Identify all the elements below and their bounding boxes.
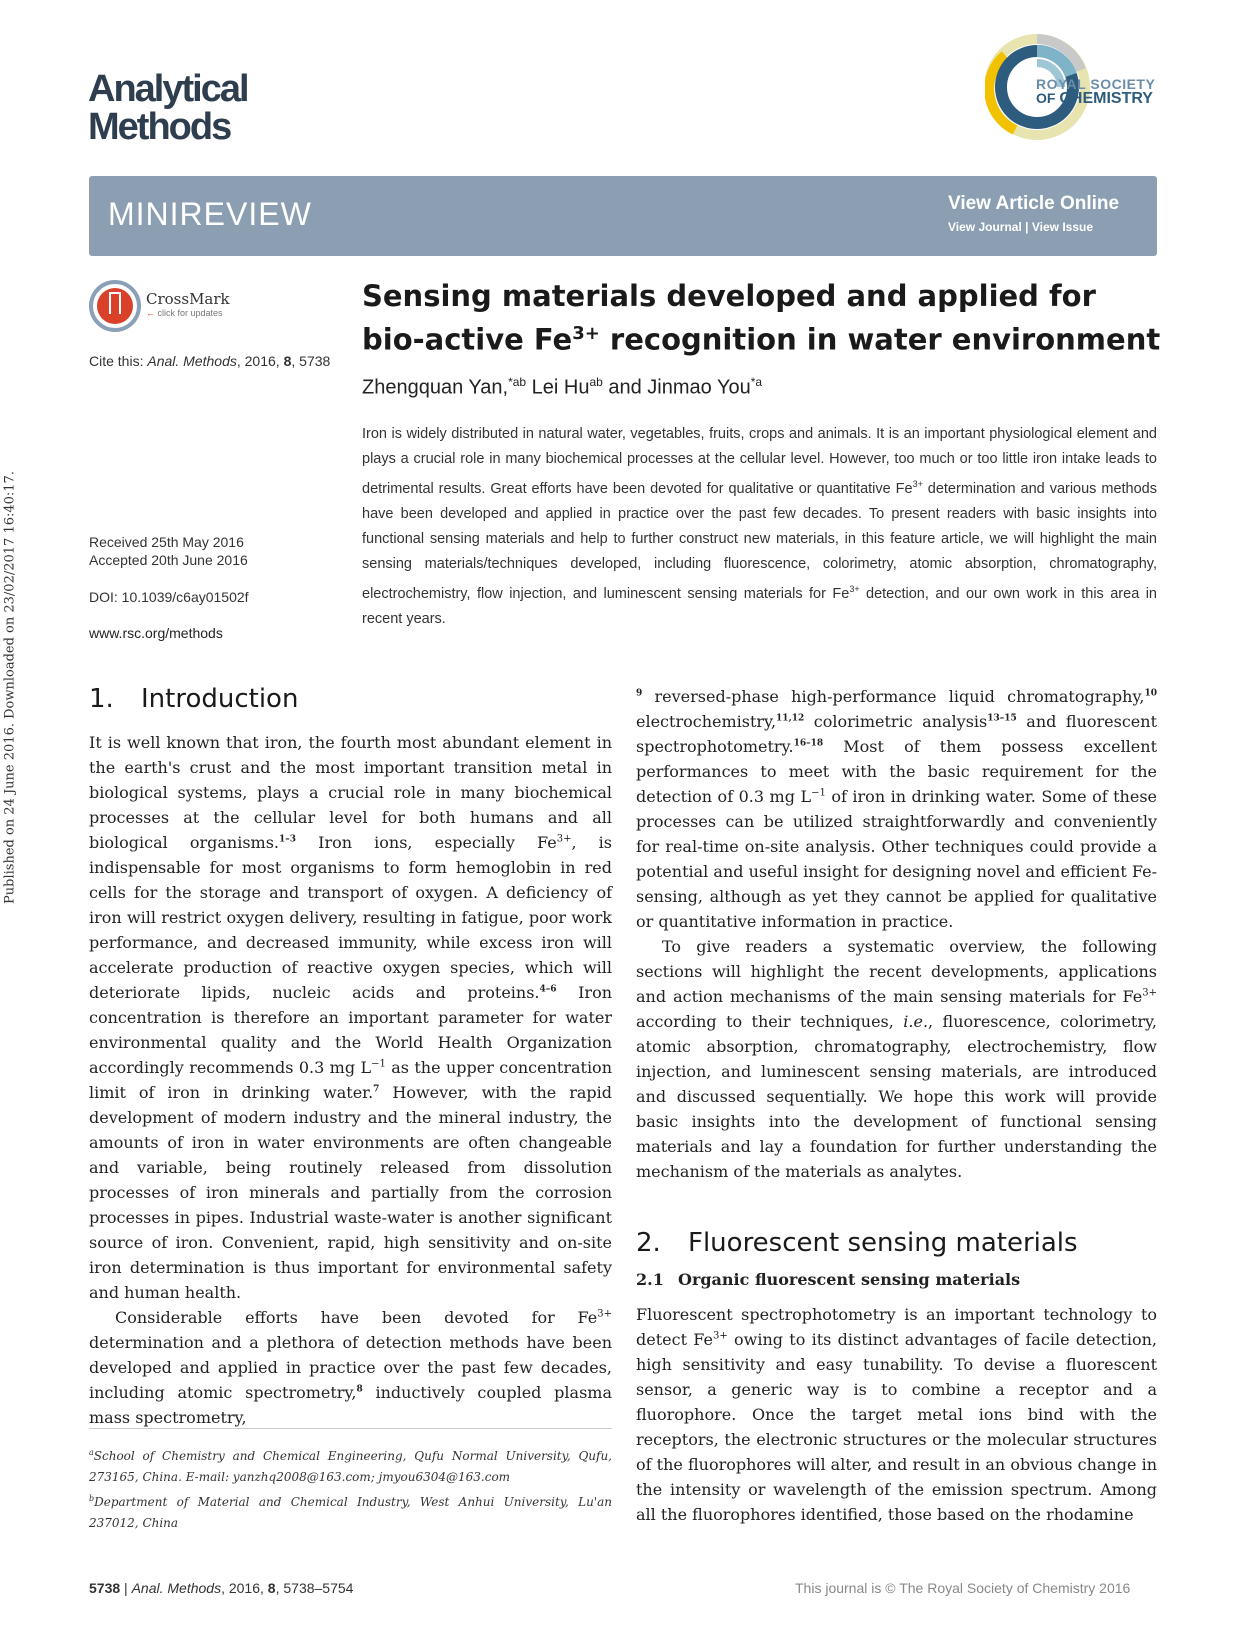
intro-p3-text-c: , fluorescence, colorimetry, atomic absorption, chromatography, electrochemistry, flow injection, and luminescent sensing materials, are introduced and discussed sequentially. We hope this work will provide basic insights into the development of functional sensing materials and lay a foundation for further understanding the mechanism of the materials as analytes. bbox=[636, 1012, 1157, 1181]
intro-p1-text-d: Iron concentration is therefore an important parameter for water environmental quality and the World Health Organization accordingly recommends 0.3 mg L bbox=[89, 983, 613, 1077]
intro-p3-text-a: To give readers a systematic overview, the following sections will highlight the recent developments, applications and action mechanisms of the main sensing materials for Fe bbox=[636, 937, 1157, 1006]
author-2-affil: ab bbox=[589, 375, 603, 389]
view-links bbox=[948, 220, 1093, 234]
journal-name-line1: Analytical bbox=[88, 68, 248, 110]
unit-superscript: −1 bbox=[811, 787, 826, 799]
charge-superscript: 3+ bbox=[597, 1308, 612, 1320]
charge-superscript: 3+ bbox=[712, 1330, 728, 1342]
affiliation-footnotes bbox=[89, 1442, 612, 1534]
intro-p3-text-b: according to their techniques, bbox=[636, 1012, 904, 1031]
article-title bbox=[362, 278, 1162, 359]
author-3-affil: *a bbox=[750, 375, 763, 389]
cite-year: 2016, bbox=[244, 353, 280, 369]
title-part2: recognition in water environment bbox=[599, 322, 1161, 357]
page-footer-left: 5738 | Anal. Methods, 2016, 8, 5738–5754 bbox=[89, 1580, 354, 1596]
reference-link[interactable]: 8 bbox=[356, 1384, 363, 1395]
intro-p2-text-i: of iron in drinking water. Some of these processes can be utilized straightforwardly and conveniently for real-time on-site analysis. Other techniques could provide a potential and useful insight for designing novel and efficient Fe-sensing, although as yet they cannot be applied for qualitative or quantitative information in practice. bbox=[636, 787, 1158, 931]
copyright-notice: This journal is © The Royal Society of Chemistry 2016 bbox=[795, 1580, 1131, 1596]
cite-journal: Anal. Methods bbox=[147, 353, 237, 369]
footnote-b-text: Department of Material and Chemical Industry, West Anhui University, Lu'an 237012, China bbox=[89, 1495, 612, 1530]
reference-link[interactable]: 4–6 bbox=[539, 984, 557, 995]
footnote-b-mark: b bbox=[89, 1494, 95, 1503]
crossmark-sublabel[interactable] bbox=[146, 308, 223, 318]
intro-p3-ie: i.e. bbox=[903, 1012, 929, 1031]
intro-p2-text-e: electrochemistry, bbox=[636, 712, 777, 731]
intro-p2-text-d: reversed-phase high-performance liquid chromatography, bbox=[642, 687, 1145, 706]
title-part1: Sensing materials developed and applied for bio-active Fe bbox=[362, 279, 1096, 357]
abstract bbox=[362, 422, 1157, 632]
footer-volume: 8 bbox=[267, 1580, 276, 1596]
rsc-logo-text bbox=[1036, 77, 1155, 106]
view-links-separator: | bbox=[1025, 220, 1029, 234]
left-column bbox=[89, 730, 612, 1430]
abstract-part2: determination and various methods have been developed and applied in practice over the past few decades. To present readers with basic insights into functional sensing materials and help to further construct new materials, in this feature article, we will highlight the main sensing materials/techniques developed, including fluorescence, colorimetry, atomic absorption, chromatography, electrochemistry, flow injection, and luminescent sensing materials for Fe bbox=[362, 480, 1157, 602]
page-number: 5738 bbox=[89, 1580, 121, 1596]
subsection-title: Organic fluorescent sensing materials bbox=[678, 1270, 1021, 1289]
section-2-body bbox=[636, 1302, 1157, 1527]
intro-p2-text-b: determination and a plethora of detection methods have been developed and applied in practice over the past few decades, including atomic spectrometry, bbox=[89, 1333, 612, 1402]
crossmark-icon[interactable] bbox=[89, 280, 141, 332]
cite-page: 5738 bbox=[299, 353, 331, 369]
footnote-a-text: School of Chemistry and Chemical Engineering, Qufu Normal University, Qufu, 273165, China. E-mail: yanzhq2008@163.com; jmyou6304@163.com bbox=[89, 1449, 612, 1484]
received-date: Received 25th May 2016 bbox=[89, 534, 244, 550]
journal-name bbox=[88, 70, 248, 146]
charge-superscript: 3+ bbox=[556, 833, 572, 845]
reference-link[interactable]: 1–3 bbox=[279, 834, 297, 845]
reference-link[interactable]: 16–18 bbox=[793, 738, 824, 749]
author-list bbox=[362, 375, 762, 400]
reference-link[interactable]: 13–15 bbox=[987, 713, 1017, 724]
cite-volume: 8 bbox=[283, 353, 292, 369]
rsc-logo-line1: ROYAL SOCIETY bbox=[1036, 76, 1156, 92]
intro-paragraph-2 bbox=[89, 1305, 612, 1430]
author-3[interactable]: and Jinmao You bbox=[602, 376, 751, 399]
cite-prefix: Cite this: bbox=[89, 353, 144, 369]
footnote-a-mark: a bbox=[89, 1448, 94, 1457]
intro-p1-text-a: It is well known that iron, the fourth most abundant element in the earth's crust and the most important transition metal in biological systems, plays a crucial role in many biochemical processes at the cellular level for both humans and all biological organisms. bbox=[89, 733, 612, 852]
doi[interactable]: DOI: 10.1039/c6ay01502f bbox=[89, 589, 249, 605]
view-article-online-link[interactable]: View Article Online bbox=[948, 193, 1120, 214]
title-superscript: 3+ bbox=[572, 323, 600, 344]
reference-link[interactable]: 10 bbox=[1144, 688, 1157, 699]
journal-website-link[interactable]: www.rsc.org/methods bbox=[89, 625, 223, 641]
section-2-heading bbox=[636, 1228, 1078, 1258]
section-2-title: Fluorescent sensing materials bbox=[688, 1228, 1078, 1258]
rsc-logo-line2 bbox=[1036, 91, 1155, 106]
view-journal-link[interactable]: View Journal bbox=[948, 220, 1022, 234]
intro-paragraph-1 bbox=[89, 730, 612, 1305]
s2-p1-text-a: Fluorescent spectrophotometry is an important technology to detect Fe bbox=[636, 1305, 1157, 1349]
intro-p2-text-g: and fluorescent spectrophotometry. bbox=[636, 712, 1157, 756]
reference-link[interactable]: 7 bbox=[373, 1084, 380, 1095]
rsc-logo-chemistry: CHEMISTRY bbox=[1059, 90, 1153, 107]
intro-p1-text-c: , is indispensable for most organisms to form hemoglobin in red cells for the storage and transport of oxygen. A deficiency of iron will restrict oxygen delivery, resulting in fatigue, poor work performance, and decreased immunity, while excess iron will accelerate production of reactive oxygen species, which will deteriorate lipids, nucleic acids and proteins. bbox=[89, 833, 613, 1002]
section-1-number: 1. bbox=[89, 684, 114, 714]
charge-superscript: 3+ bbox=[1142, 987, 1157, 999]
journal-name-line2: Methods bbox=[88, 106, 231, 148]
intro-p2-text-c: inductively coupled plasma mass spectrometry, bbox=[89, 1383, 613, 1427]
footer-journal: Anal. Methods bbox=[131, 1580, 222, 1596]
citation: Cite this: Anal. Methods, 2016, 8, 5738 bbox=[89, 353, 331, 369]
intro-p1-text-b: Iron ions, especially Fe bbox=[296, 833, 557, 852]
published-sidebar: Published on 24 June 2016. Downloaded on 23/02/2017 16:40:17. bbox=[2, 471, 18, 904]
abstract-sup2: 3+ bbox=[849, 583, 860, 594]
intro-paragraph-3 bbox=[636, 934, 1157, 1184]
footnote-a bbox=[89, 1442, 612, 1488]
intro-paragraph-2-continued bbox=[636, 684, 1157, 934]
abstract-part1: Iron is widely distributed in natural water, vegetables, fruits, crops and animals. It is an important physiological element and plays a crucial role in many biochemical processes at the cellular level. However, too much or too little iron intake leads to detrimental results. Great efforts have been devoted for qualitative or quantitative Fe bbox=[362, 426, 1157, 497]
arrow-left-icon: ← bbox=[146, 308, 155, 318]
footer-separator: | bbox=[124, 1580, 128, 1596]
reference-link[interactable]: 11,12 bbox=[776, 713, 805, 724]
view-issue-link[interactable]: View Issue bbox=[1031, 220, 1094, 234]
crossmark-label[interactable]: CrossMark bbox=[146, 290, 230, 308]
footer-pages: 5738–5754 bbox=[283, 1580, 354, 1596]
author-2[interactable]: Lei Hu bbox=[526, 376, 590, 399]
abstract-part3: detection, and our own work in this area in recent years. bbox=[362, 585, 1157, 627]
section-1-title: Introduction bbox=[141, 684, 299, 714]
footer-year: 2016, bbox=[228, 1580, 264, 1596]
intro-p2-text-a: Considerable efforts have been devoted for Fe bbox=[115, 1308, 598, 1327]
section-2-paragraph-1 bbox=[636, 1302, 1157, 1527]
footnote-divider bbox=[89, 1428, 612, 1429]
subsection-number: 2.1 bbox=[636, 1270, 664, 1289]
reference-link[interactable]: 9 bbox=[636, 688, 643, 699]
author-1[interactable]: Zhengquan Yan, bbox=[362, 376, 509, 399]
right-column bbox=[636, 684, 1157, 1184]
footnote-b bbox=[89, 1488, 612, 1534]
author-1-affil: *ab bbox=[508, 375, 527, 389]
subsection-2-1-heading bbox=[636, 1270, 1020, 1289]
crossmark-sublabel-text: click for updates bbox=[157, 308, 223, 318]
s2-p1-text-b: owing to its distinct advantages of facile detection, high sensitivity and easy tunability. To devise a fluorescent sensor, a generic way is to combine a receptor and a fluorophore. Once the target metal ions bind with the receptors, the electronic structures or the molecular structures of the fluorophores will alter, and result in an obvious change in the intensity or wavelength of the emission spectrum. Among all the fluorophores identified, those based on the rhodamine bbox=[636, 1330, 1158, 1524]
section-2-number: 2. bbox=[636, 1228, 661, 1258]
accepted-date: Accepted 20th June 2016 bbox=[89, 552, 248, 568]
intro-p2-text-h: Most of them possess excellent performances to meet with the basic requirement for the detection of 0.3 mg L bbox=[636, 737, 1157, 806]
intro-p2-text-f: colorimetric analysis bbox=[804, 712, 988, 731]
rsc-logo-of: OF bbox=[1036, 90, 1056, 106]
intro-p1-text-e: as the upper concentration limit of iron in drinking water. bbox=[89, 1058, 612, 1102]
intro-p1-text-f: However, with the rapid development of modern industry and the mineral industry, the amounts of iron in water environments are often changeable and variable, being routinely released from dissolution processes of iron minerals and partially from the corrosion processes in pipes. Industrial waste-water is another significant source of iron. Convenient, rapid, high sensitivity and on-site iron determination is thus important for environmental safety and human health. bbox=[89, 1083, 613, 1302]
unit-superscript: −1 bbox=[371, 1058, 386, 1070]
article-type-label: MINIREVIEW bbox=[108, 196, 312, 232]
section-1-heading bbox=[89, 684, 298, 714]
abstract-sup1: 3+ bbox=[912, 479, 923, 489]
